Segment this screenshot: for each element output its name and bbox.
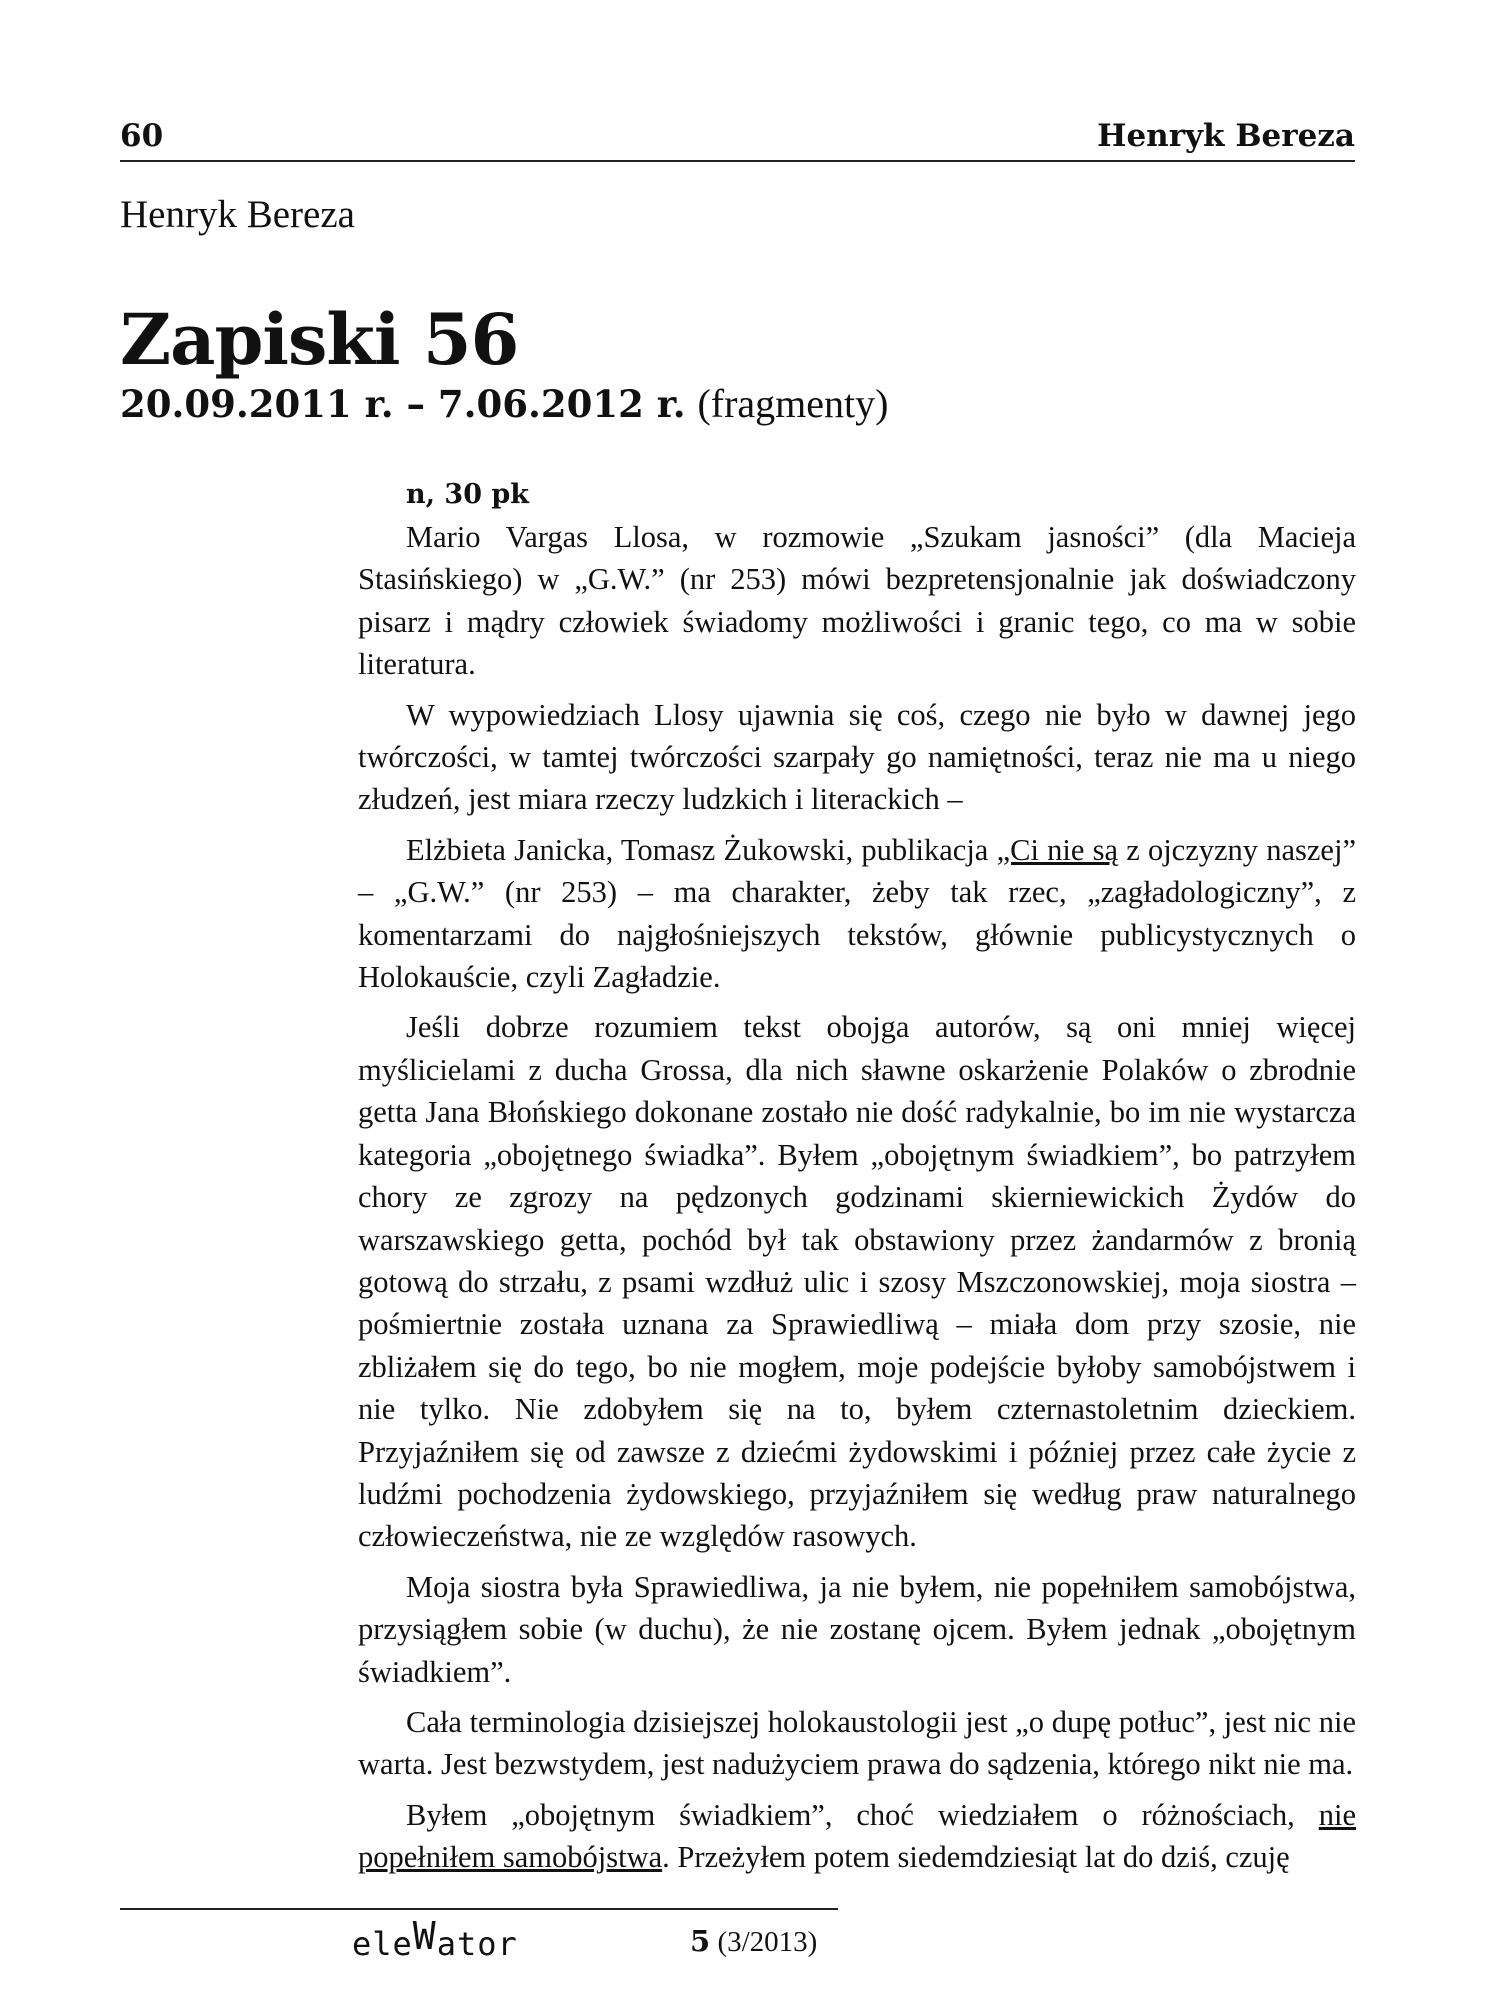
subtitle-note: (fragmenty)	[697, 381, 889, 426]
paragraph-7-text-b: . Przeżyłem potem siedemdziesiąt lat do dziś, czuję	[662, 1840, 1290, 1875]
running-author: Henryk Bereza	[1097, 118, 1355, 154]
running-header	[120, 112, 1355, 162]
paragraph-7-underlined: nie popełniłem samobójstwa	[358, 1797, 1356, 1875]
paragraph-3	[358, 829, 1356, 999]
paragraph-3-text-b: z ojczyzny naszej” – „G.W.” (nr 253) – ma charakter, żeby tak rzec, „zagładologiczny”, z komentarzami do najgłośniejszych tekstów, głównie publicystycznych o Holokauście, czyli Zagładzie.	[358, 832, 1356, 995]
logo-part-b: W	[412, 1914, 437, 1958]
footer-divider	[120, 1908, 838, 1910]
article-author: Henryk Bereza	[120, 193, 355, 236]
paragraph-3-underlined: „Ci nie są	[996, 832, 1118, 867]
paragraph-2: W wypowiedziach Llosy ujawnia się coś, czego nie było w dawnej jego twórczości, w tamtej twórczości szarpały go namiętności, teraz nie ma u niego złudzeń, jest miara rzeczy ludzkich i literackich –	[358, 697, 1356, 817]
paragraph-1: Mario Vargas Llosa, w rozmowie „Szukam jasności” (dla Macieja Stasińskiego) w „G.W.” (nr 253) mówi bezpretensjonalnie jak doświadczony pisarz i mądry człowiek świadomy możliwości i granic tego, co ma w sobie literatura.	[358, 520, 1356, 682]
logo-part-a: ele	[352, 1925, 413, 1963]
issue-info	[690, 1924, 817, 1959]
entry-heading: n, 30 pk	[406, 479, 529, 510]
logo-part-c: ator	[436, 1925, 518, 1963]
issue-number: 5	[690, 1924, 711, 1958]
paragraph-4: Jeśli dobrze rozumiem tekst obojga autorów, są oni mniej więcej myślicielami z ducha Grossa, dla nich sławne oskarżenie Polaków o zbrodnie getta Jana Błońskiego dokonane zostało nie dość radykalnie, bo im nie wystarcza kategoria „obojętnego świadka”. Byłem „obojętnym świadkiem”, bo patrzyłem chory ze zgrozy na pędzonych godzinami skierniewickich Żydów do warszawskiego getta, pochód był tak obstawiony przez żandarmów z bronią gotową do strzału, z psami wzdłuż ulic i szosy Mszczonowskiej, moja siostra – pośmiertnie została uznana za Sprawiedliwą – miała dom przy szosie, nie zbliżałem się do tego, bo nie mogłem, moje podejście byłoby samobójstwem i nie tylko. Nie zdobyłem się na to, byłem czternastoletnim dzieckiem. Przyjaźniłem się od zawsze z dziećmi żydowskimi i później przez całe życie z ludźmi pochodzenia żydowskiego, przyjaźniłem się według praw naturalnego człowieczeństwa, nie ze względów rasowych.	[358, 1010, 1356, 1554]
paragraph-5: Moja siostra była Sprawiedliwa, ja nie byłem, nie popełniłem samobójstwa, przysiągłem sobie (w duchu), że nie zostanę ojcem. Byłem jednak „obojętnym świadkiem”.	[358, 1569, 1356, 1689]
article-subtitle	[120, 380, 888, 427]
paragraph-7	[358, 1794, 1356, 1879]
paragraph-3-text-a: Elżbieta Janicka, Tomasz Żukowski, publikacja	[406, 832, 997, 867]
paragraph-7-text-a: Byłem „obojętnym świadkiem”, choć wiedziałem o różnościach,	[406, 1797, 1319, 1832]
paragraph-6: Cała terminologia dzisiejszej holokaustologii jest „o dupę potłuc”, jest nic nie warta. Jest bezwstydem, jest nadużyciem prawa do sądzenia, którego nikt nie ma.	[358, 1704, 1356, 1782]
article-body	[358, 474, 1356, 1887]
magazine-logo	[352, 1914, 518, 1964]
issue-detail: (3/2013)	[710, 1926, 818, 1958]
article-title: Zapiski 56	[120, 298, 519, 381]
page-number: 60	[120, 118, 164, 154]
subtitle-dates: 20.09.2011 r. – 7.06.2012 r.	[120, 382, 686, 426]
